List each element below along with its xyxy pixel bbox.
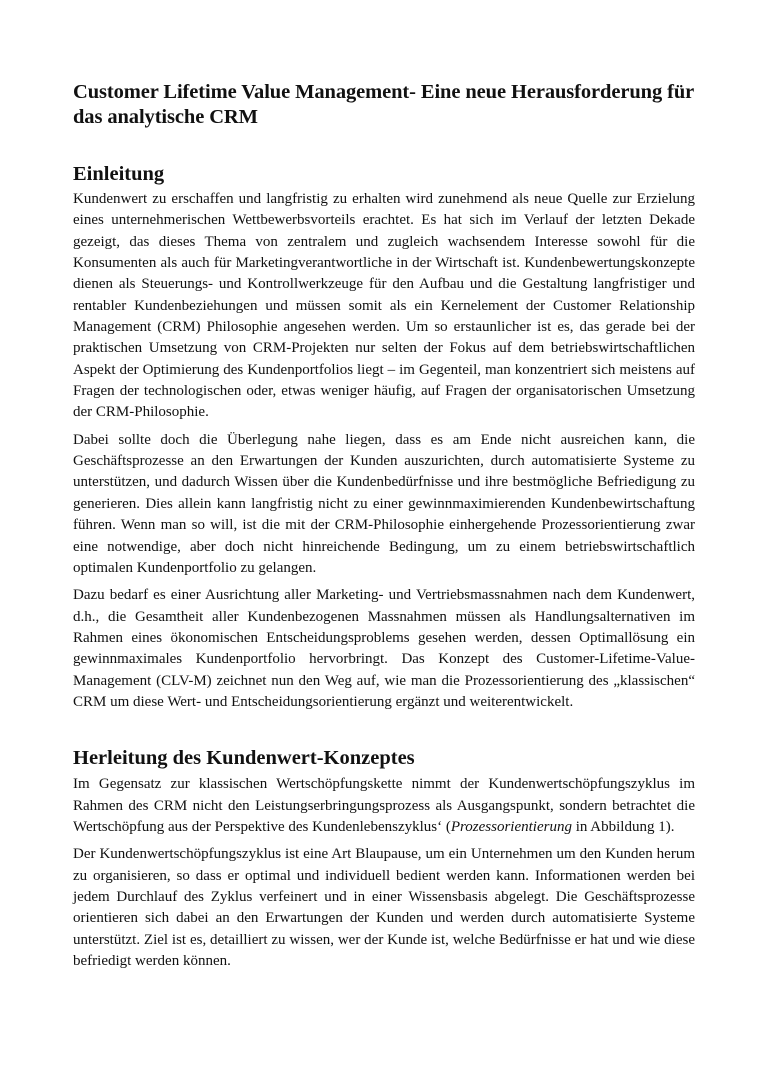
italic-term: Prozessorientierung: [450, 818, 572, 835]
paragraph: [73, 774, 695, 838]
section-heading-herleitung: Herleitung des Kundenwert-Konzeptes: [73, 747, 415, 770]
paragraph: Dabei sollte doch die Überlegung nahe liegen, dass es am Ende nicht ausreichen kann, die Geschäftsprozesse an den Erwartungen der Kunden auszurichten, durch automatisierte Systeme zu unterstützen, und dadurch Wissen über die Kundenbedürfnisse und ihre bestmögliche Befriedigung zu generieren. Dies allein kann langfristig nicht zu einer gewinnmaximierenden Kundenbewirtschaftung führen. Wenn man so will, ist die mit der CRM-Philosophie einhergehende Prozessorientierung zwar eine notwendige, aber doch nicht hinreichende Bedingung, um zu einem betriebswirtschaftlich optimalen Kundenportfolio zu gelangen.: [73, 431, 695, 576]
document-title: Customer Lifetime Value Management- Eine neue Herausforderung für das analytische CRM: [73, 81, 694, 128]
paragraph: Der Kundenwertschöpfungszyklus ist eine Art Blaupause, um ein Unternehmen um den Kunden herum zu organisieren, so dass er optimal und individuell bedient werden kann. Informationen werden bei jedem Durchlauf des Zyklus verfeinert und in einer Wissensbasis abgelegt. Die Geschäftsprozesse orientieren sich dabei an den Erwartungen der Kunden und werden durch automatisierte Systeme unterstützt. Ziel ist es, detailliert zu wissen, wer der Kunde ist, welche Bedürfnisse er hat und wie diese befriedigt werden können.: [73, 846, 695, 969]
section-heading-einleitung: Einleitung: [73, 163, 165, 185]
paragraph-text: in Abbildung 1).: [571, 818, 675, 835]
document-page: [73, 80, 695, 978]
paragraph: Kundenwert zu erschaffen und langfristig zu erhalten wird zunehmend als neue Quelle zur Erzielung eines unternehmerischen Wettbewerbsvorteils erachtet. Es hat sich im Verlauf der letzten Dekade gezeigt, das dieses Thema von zentralem und zugleich wachsendem Interesse sowohl für die Konsumenten als auch für Marketingverantwortliche in der Wirtschaft ist. Kundenbewertungskonzepte dienen als Steuerungs- und Kontrollwerkzeuge für den Aufbau und die Gestaltung langfristiger und rentabler Kundenbeziehungen und müssen somit als ein Kernelement der Customer Relationship Management (CRM) Philosophie angesehen werden. Um so erstaunlicher ist es, das gerade bei der praktischen Umsetzung von CRM-Projekten nur selten der Fokus auf dem betriebswirtschaftlichen Aspekt der Optimierung des Kundenportfolios liegt – im Gegenteil, man konzentriert sich meistens auf Fragen der technologischen oder, etwas weniger häufig, auf Fragen der organisatorischen Umsetzung der CRM-Philosophie.: [73, 191, 695, 421]
paragraph: Dazu bedarf es einer Ausrichtung aller Marketing- und Vertriebsmassnahmen nach dem Kundenwert, d.h., die Gesamtheit aller Kundenbezogenen Massnahmen müssen als Handlungsalternativen im Rahmen eines ökonomischen Entscheidungsproblems gesehen werden, dessen Optimallösung ein gewinnmaximales Kundenportfolio hervorbringt. Das Konzept des Customer-Lifetime-Value-Management (CLV-M) zeichnet nun den Weg auf, wie man die Prozessorientierung des „klassischen“ CRM um diese Wert- und Entscheidungsorientierung ergänzt und weiterentwickelt.: [73, 587, 695, 710]
paragraph-text: Im Gegensatz zur klassischen Wertschöpfungskette nimmt der Kundenwertschöpfungszyklus im Rahmen des CRM nicht den Leistungserbringungsprozess als Ausgangspunkt, sondern betrachtet die Wertschöpfung aus der Perspektive des Kundenlebenszyklus‘ (: [73, 776, 695, 835]
